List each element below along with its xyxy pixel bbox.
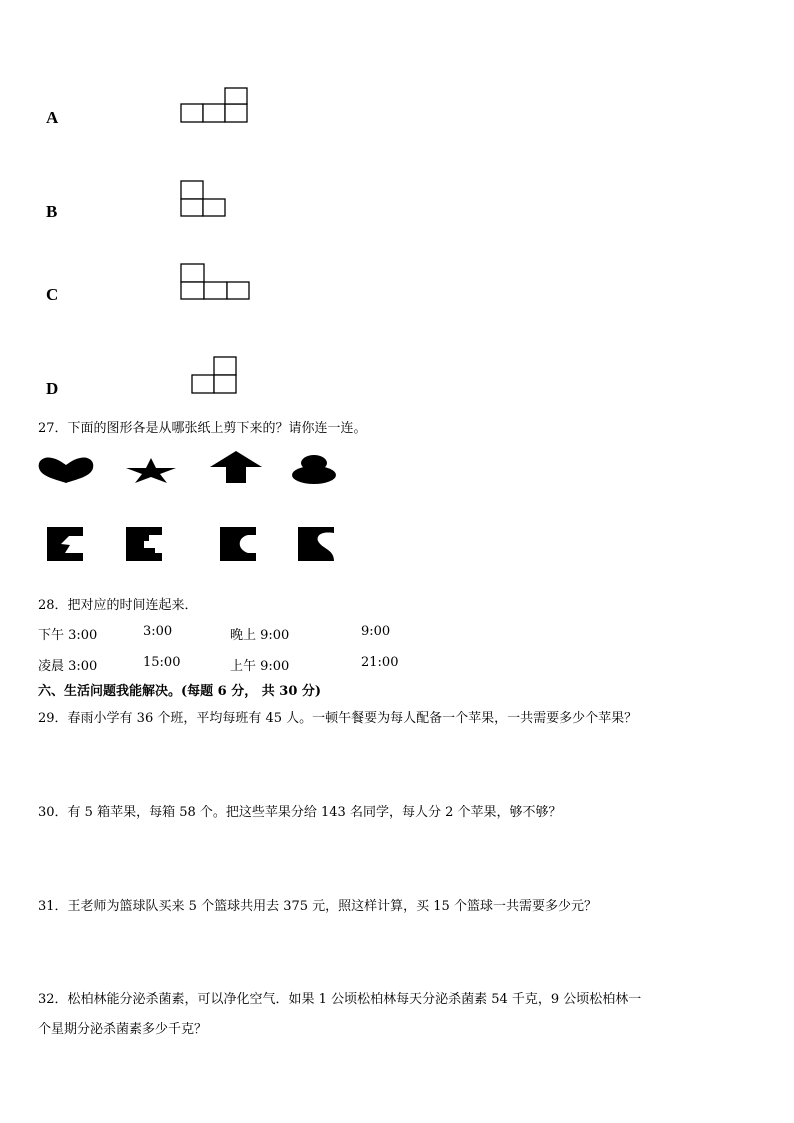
option-d-cell: [214, 375, 236, 393]
round-cut-paper: [218, 525, 258, 563]
time-cell: 晚上 9:00: [230, 628, 290, 643]
option-c-cell: [227, 282, 249, 299]
question-29-text: 29．春雨小学有 36 个班，平均每班有 45 人。一顿午餐要为每人配备一个苹果，一共需要多少个苹果？: [38, 711, 638, 726]
option-d-figure: [191, 356, 241, 396]
option-c-label: C: [46, 285, 59, 304]
zigzag-cut-paper: [45, 525, 85, 563]
option-a-cell: [225, 88, 247, 104]
option-a-cell: [203, 104, 225, 122]
option-c-cell: [204, 282, 227, 299]
option-a-cell: [225, 104, 247, 122]
time-cell: 9:00: [361, 624, 391, 639]
option-b-label: B: [46, 202, 58, 221]
option-a-label: A: [46, 108, 59, 127]
question-32-line-1: 32．松柏林能分泌杀菌素，可以净化空气．如果 1 公顷松柏林每天分泌杀菌素 54 千克，9 公顷松柏林一: [38, 992, 642, 1007]
question-31-text: 31．王老师为篮球队买来 5 个篮球共用去 375 元，照这样计算，买 15 个篮球一共需要多少元？: [38, 899, 597, 914]
option-a-cell: [181, 104, 203, 122]
mushroom-icon: [288, 454, 340, 486]
time-cell: 下午 3:00: [38, 628, 98, 643]
time-cell: 凌晨 3:00: [38, 659, 98, 674]
question-30-text: 30．有 5 箱苹果，每箱 58 个。把这些苹果分给 143 名同学，每人分 2 个苹果，够不够？: [38, 805, 562, 820]
question-28-text: 28．把对应的时间连起来．: [38, 598, 198, 613]
option-d-cell: [214, 357, 236, 375]
star-icon: [124, 456, 178, 484]
time-cell: 15:00: [143, 655, 181, 670]
option-c-figure: [180, 263, 252, 301]
step-cut-paper: [124, 525, 164, 563]
question-32-line-2: 个星期分泌杀菌素多少千克？: [38, 1022, 208, 1037]
arrow-up-icon: [206, 449, 266, 485]
heart-icon: [36, 452, 96, 486]
time-cell: 上午 9:00: [230, 659, 290, 674]
option-b-cell: [181, 199, 203, 216]
option-b-cell: [181, 181, 203, 199]
option-a-figure: [180, 87, 250, 125]
option-c-cell: [181, 282, 204, 299]
question-27-text: 27．下面的图形各是从哪张纸上剪下来的？请你连一连。: [38, 421, 367, 436]
curve-cut-paper: [296, 525, 338, 563]
option-c-cell: [181, 264, 204, 282]
option-d-cell: [192, 375, 214, 393]
time-cell: 21:00: [361, 655, 399, 670]
section-6-title: 六、生活问题我能解决。(每题 6 分， 共 30 分): [38, 684, 322, 699]
time-cell: 3:00: [143, 624, 173, 639]
option-d-label: D: [46, 379, 59, 398]
option-b-figure: [180, 180, 228, 218]
option-b-cell: [203, 199, 225, 216]
